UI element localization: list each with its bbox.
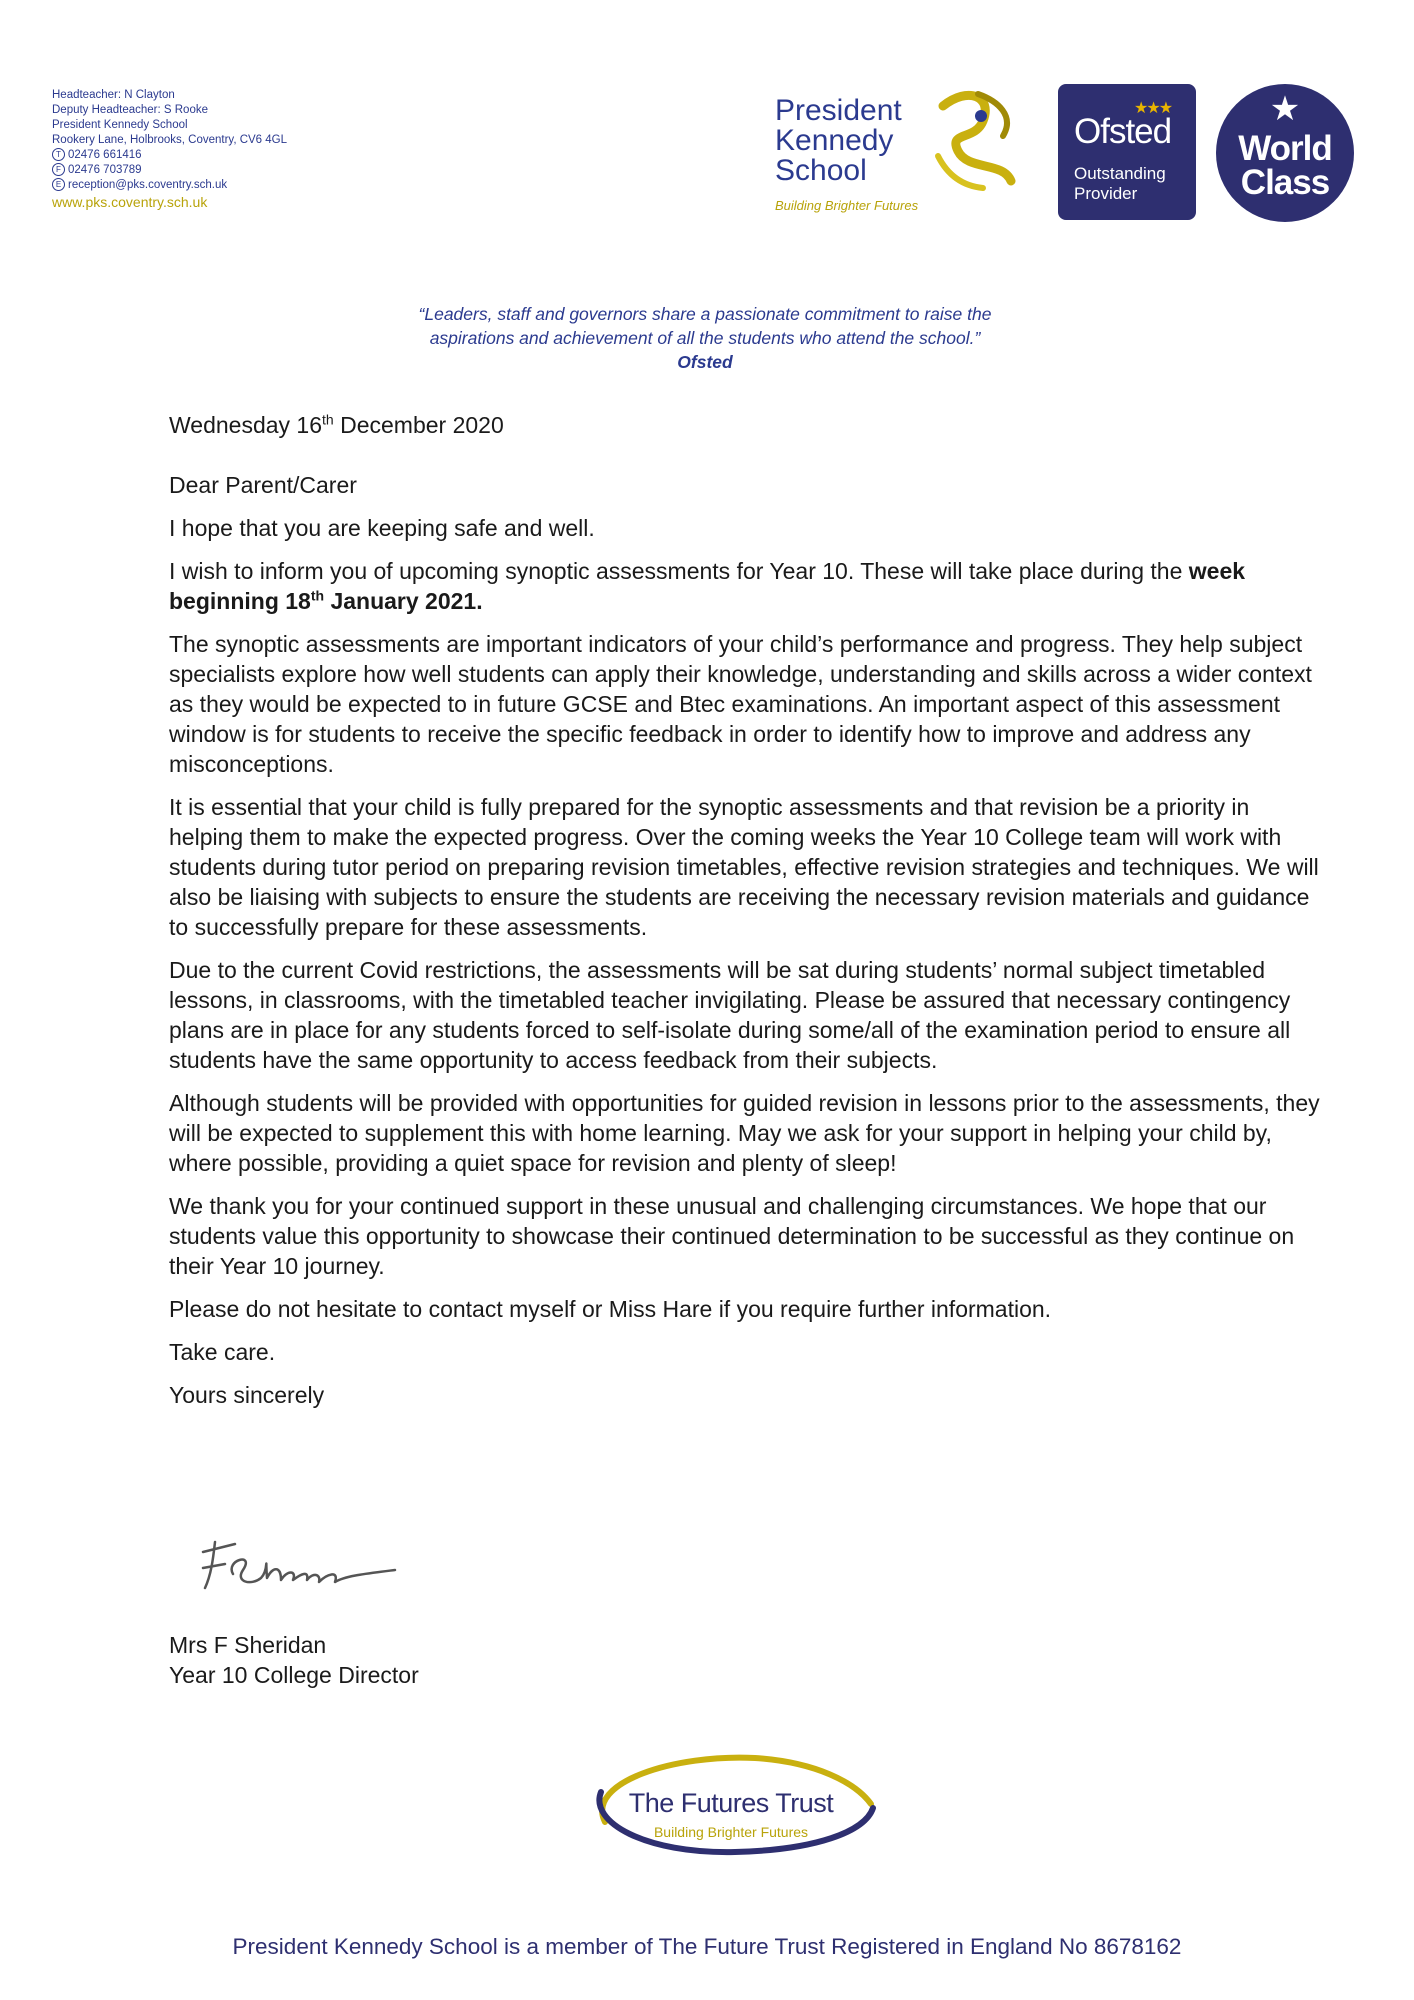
fax-line (52, 163, 382, 178)
world-class-badge (1216, 84, 1354, 222)
person-star-icon: ★ (1269, 90, 1301, 128)
paragraph-purpose: The synoptic assessments are important indicators of your child’s performance and progress. They help subject specialists explore how well students can apply their knowledge, understanding and skills across a wider context as they would be expected to in future GCSE and Btec examinations. An important aspect of this assessment window is for students to receive the specific feedback in order to identify how to improve and address any misconceptions. (169, 631, 1312, 777)
ofsted-rating (1074, 164, 1166, 204)
announcement-text: I wish to inform you of upcoming synoptic assessments for Year 10. These will take place during the (169, 558, 1189, 584)
signer-name: Mrs F Sheridan (169, 1632, 327, 1658)
phone-number: 02476 661416 (68, 149, 142, 161)
quote-source: Ofsted (677, 352, 733, 372)
world-class-line-2: Class (1240, 163, 1330, 202)
assessment-week-suffix: th (310, 587, 325, 604)
letter-date-day: Wednesday 16 (169, 412, 323, 438)
ofsted-stars-icon: ★★★ (1134, 100, 1172, 117)
headteacher-line: Headteacher: N Clayton (52, 89, 175, 101)
email-icon: E (52, 178, 65, 191)
fax-number: 02476 703789 (68, 164, 142, 176)
world-class-text (1216, 129, 1354, 202)
letter-date-suffix: th (322, 411, 334, 428)
school-logo-name-line-3: School (775, 154, 867, 187)
website-link[interactable]: www.pks.coventry.sch.uk (52, 194, 208, 210)
salutation: Dear Parent/Carer (169, 472, 357, 498)
school-logo-name (775, 96, 902, 186)
ofsted-rating-line-2: Provider (1074, 184, 1138, 203)
phone-icon: T (52, 148, 65, 161)
paragraph-contact: Please do not hesitate to contact myself or Miss Hare if you require further information. (169, 1296, 1052, 1322)
signer-block (169, 1630, 419, 1690)
letter-body (169, 410, 1329, 1423)
paragraph-thanks: We thank you for your continued support in these unusual and challenging circumstances. We hope that our students value this opportunity to showcase their continued determination to be successful as they continue on their Year 10 journey. (169, 1193, 1295, 1279)
school-logo-tagline: Building Brighter Futures (775, 198, 919, 213)
world-class-line-1: World (1238, 129, 1332, 168)
school-logo-name-line-2: Kennedy (775, 124, 894, 157)
handwritten-signature (195, 1530, 415, 1600)
ofsted-badge (1058, 84, 1196, 220)
page-footer: President Kennedy School is a member of The Future Trust Registered in England No 8678162 (232, 1934, 1182, 1959)
email-address: reception@pks.coventry.sch.uk (68, 179, 228, 191)
phone-line (52, 148, 382, 163)
futures-trust-logo (585, 1752, 877, 1858)
closing: Yours sincerely (169, 1382, 325, 1408)
email-line (52, 178, 382, 193)
trust-logo-tagline: Building Brighter Futures (653, 1824, 809, 1840)
ribbon-swirl-icon (923, 86, 1023, 196)
paragraph-greeting: I hope that you are keeping safe and well. (169, 515, 595, 541)
paragraph-covid-arrangements: Due to the current Covid restrictions, the assessments will be sat during students’ normal subject timetabled lessons, in classrooms, with the timetabled teacher invigilating. Please be assured that necessary contingency plans are in place for any students forced to self-isolate during some/all of the examination period to ensure all students have the same opportunity to access feedback from their subjects. (169, 957, 1291, 1073)
paragraph-take-care: Take care. (169, 1339, 276, 1365)
trust-logo-name: The Futures Trust (628, 1788, 834, 1818)
fax-icon: F (52, 163, 65, 176)
quote-line-1: “Leaders, staff and governors share a passionate commitment to raise the (418, 304, 992, 324)
paragraph-home-learning: Although students will be provided with opportunities for guided revision in lessons prior to the assessments, they will be expected to supplement this with home learning. May we ask for your support in helping your child by, where possible, providing a quiet space for revision and plenty of sleep! (169, 1090, 1320, 1176)
school-logo (775, 86, 1025, 216)
signer-title: Year 10 College Director (169, 1662, 419, 1688)
assessment-week-month-year: January 2021. (324, 588, 483, 614)
quote-line-2: aspirations and achievement of all the students who attend the school.” (429, 328, 981, 348)
deputy-headteacher-line: Deputy Headteacher: S Rooke (52, 104, 208, 116)
letter-date (169, 410, 1329, 440)
school-logo-name-line-1: President (775, 94, 902, 127)
school-contact-block (52, 88, 382, 211)
ofsted-word: Ofsted (1074, 112, 1172, 151)
ofsted-quote (300, 302, 1110, 374)
letter-date-month-year: December 2020 (333, 412, 504, 438)
school-name-line: President Kennedy School (52, 119, 188, 131)
paragraph-preparation: It is essential that your child is fully prepared for the synoptic assessments and that revision be a priority in helping them to make the expected progress. Over the coming weeks the Year 10 College team will work with students during tutor period on preparing revision timetables, effective revision strategies and techniques. We will also be liaising with subjects to ensure the students are receiving the necessary revision materials and guidance to successfully prepare for these assessments. (169, 794, 1319, 940)
paragraph-assessment-announcement (169, 556, 1329, 616)
ofsted-rating-line-1: Outstanding (1074, 164, 1166, 183)
address-line: Rookery Lane, Holbrooks, Coventry, CV6 4GL (52, 134, 288, 146)
assessment-week-day: week beginning 18 (169, 558, 1246, 614)
